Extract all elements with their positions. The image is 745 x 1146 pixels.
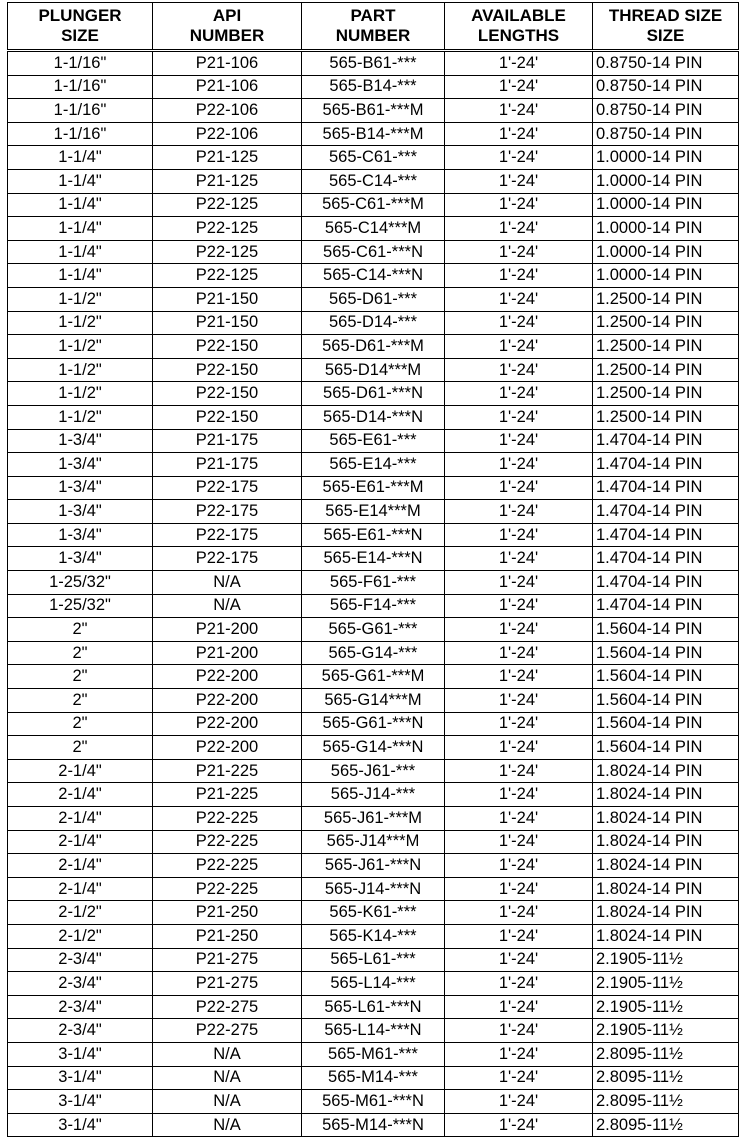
table-row <box>8 240 739 264</box>
part-number-cell: 565-C61-*** <box>302 146 445 170</box>
available-lengths-cell: 1'-24' <box>445 335 593 359</box>
plunger-size-cell: 2-1/4" <box>8 830 153 854</box>
table-row <box>8 146 739 170</box>
thread-size-cell: 1.2500-14 PIN <box>593 335 739 359</box>
plunger-size-cell: 1-1/2" <box>8 335 153 359</box>
available-lengths-cell: 1'-24' <box>445 358 593 382</box>
api-number-cell: P21-125 <box>153 146 302 170</box>
thread-size-cell: 1.5604-14 PIN <box>593 712 739 736</box>
thread-size-cell: 1.8024-14 PIN <box>593 901 739 925</box>
table-row <box>8 830 739 854</box>
plunger-size-cell: 3-1/4" <box>8 1090 153 1114</box>
table-row <box>8 736 739 760</box>
part-number-cell: 565-E61-***N <box>302 523 445 547</box>
plunger-size-cell: 2-1/4" <box>8 854 153 878</box>
table-row <box>8 807 739 831</box>
table-row <box>8 99 739 123</box>
table-row <box>8 1090 739 1114</box>
thread-size-cell: 1.4704-14 PIN <box>593 453 739 477</box>
plunger-size-cell: 3-1/4" <box>8 1113 153 1137</box>
part-number-cell: 565-E14-***N <box>302 547 445 571</box>
available-lengths-cell: 1'-24' <box>445 193 593 217</box>
header-line: LENGTHS <box>477 26 560 45</box>
plunger-size-cell: 1-3/4" <box>8 429 153 453</box>
thread-size-cell: 1.2500-14 PIN <box>593 382 739 406</box>
available-lengths-cell: 1'-24' <box>445 523 593 547</box>
available-lengths-cell: 1'-24' <box>445 122 593 146</box>
table-row <box>8 382 739 406</box>
api-number-cell: P22-150 <box>153 358 302 382</box>
part-number-cell: 565-L61-*** <box>302 948 445 972</box>
table-row <box>8 358 739 382</box>
table-row <box>8 689 739 713</box>
part-number-cell: 565-C61-***N <box>302 240 445 264</box>
thread-size-cell: 1.8024-14 PIN <box>593 877 739 901</box>
header-line: PLUNGER <box>38 6 122 25</box>
api-number-cell: P22-225 <box>153 854 302 878</box>
table-row <box>8 311 739 335</box>
api-number-cell: P22-125 <box>153 240 302 264</box>
header-line: NUMBER <box>335 26 411 45</box>
plunger-size-cell: 1-1/16" <box>8 75 153 99</box>
part-number-cell: 565-K14-*** <box>302 924 445 948</box>
thread-size-cell: 1.8024-14 PIN <box>593 807 739 831</box>
plunger-size-cell: 2" <box>8 689 153 713</box>
api-number-cell: P21-106 <box>153 75 302 99</box>
table-row <box>8 901 739 925</box>
plunger-size-cell: 2-1/2" <box>8 924 153 948</box>
table-row <box>8 972 739 996</box>
part-number-cell: 565-E14-*** <box>302 453 445 477</box>
plunger-size-cell: 2-1/4" <box>8 807 153 831</box>
thread-size-cell: 1.0000-14 PIN <box>593 146 739 170</box>
available-lengths-cell: 1'-24' <box>445 689 593 713</box>
header-available-lengths <box>445 3 593 51</box>
api-number-cell: P22-125 <box>153 217 302 241</box>
table-row <box>8 217 739 241</box>
plunger-size-cell: 3-1/4" <box>8 1066 153 1090</box>
table-header <box>8 3 739 51</box>
api-number-cell: P22-106 <box>153 99 302 123</box>
available-lengths-cell: 1'-24' <box>445 99 593 123</box>
table-row <box>8 641 739 665</box>
part-number-cell: 565-L61-***N <box>302 995 445 1019</box>
table-row <box>8 924 739 948</box>
plunger-size-cell: 2-3/4" <box>8 972 153 996</box>
table-row <box>8 287 739 311</box>
api-number-cell: P21-150 <box>153 287 302 311</box>
available-lengths-cell: 1'-24' <box>445 783 593 807</box>
table-row <box>8 877 739 901</box>
available-lengths-cell: 1'-24' <box>445 146 593 170</box>
table-row <box>8 1066 739 1090</box>
plunger-size-cell: 1-1/4" <box>8 217 153 241</box>
plunger-size-cell: 2" <box>8 618 153 642</box>
plunger-size-cell: 2" <box>8 641 153 665</box>
thread-size-cell: 1.4704-14 PIN <box>593 571 739 595</box>
api-number-cell: P21-150 <box>153 311 302 335</box>
part-number-cell: 565-K61-*** <box>302 901 445 925</box>
available-lengths-cell: 1'-24' <box>445 240 593 264</box>
table-row <box>8 453 739 477</box>
plunger-size-cell: 1-1/2" <box>8 405 153 429</box>
thread-size-cell: 1.5604-14 PIN <box>593 618 739 642</box>
api-number-cell: P21-175 <box>153 429 302 453</box>
thread-size-cell: 1.8024-14 PIN <box>593 830 739 854</box>
available-lengths-cell: 1'-24' <box>445 1042 593 1066</box>
thread-size-cell: 1.4704-14 PIN <box>593 523 739 547</box>
thread-size-cell: 1.5604-14 PIN <box>593 689 739 713</box>
part-number-cell: 565-C61-***M <box>302 193 445 217</box>
part-number-cell: 565-M61-*** <box>302 1042 445 1066</box>
available-lengths-cell: 1'-24' <box>445 712 593 736</box>
api-number-cell: P21-250 <box>153 924 302 948</box>
table-row <box>8 523 739 547</box>
part-number-cell: 565-M14-***N <box>302 1113 445 1137</box>
available-lengths-cell: 1'-24' <box>445 453 593 477</box>
api-number-cell: P21-275 <box>153 972 302 996</box>
thread-size-cell: 1.2500-14 PIN <box>593 311 739 335</box>
api-number-cell: N/A <box>153 594 302 618</box>
plunger-size-cell: 1-1/4" <box>8 264 153 288</box>
table-row <box>8 712 739 736</box>
part-number-cell: 565-D14-***N <box>302 405 445 429</box>
available-lengths-cell: 1'-24' <box>445 948 593 972</box>
plunger-size-cell: 2-3/4" <box>8 995 153 1019</box>
api-number-cell: N/A <box>153 1090 302 1114</box>
api-number-cell: P22-225 <box>153 807 302 831</box>
part-number-cell: 565-C14-*** <box>302 169 445 193</box>
thread-size-cell: 1.0000-14 PIN <box>593 169 739 193</box>
available-lengths-cell: 1'-24' <box>445 311 593 335</box>
part-number-cell: 565-L14-***N <box>302 1019 445 1043</box>
table-row <box>8 995 739 1019</box>
part-number-cell: 565-J61-***N <box>302 854 445 878</box>
thread-size-cell: 1.8024-14 PIN <box>593 854 739 878</box>
table-row <box>8 193 739 217</box>
plunger-size-cell: 1-1/4" <box>8 146 153 170</box>
table-row <box>8 759 739 783</box>
part-number-cell: 565-M61-***N <box>302 1090 445 1114</box>
table-row <box>8 1019 739 1043</box>
table-row <box>8 571 739 595</box>
part-number-cell: 565-G61-***N <box>302 712 445 736</box>
thread-size-cell: 1.0000-14 PIN <box>593 240 739 264</box>
available-lengths-cell: 1'-24' <box>445 1090 593 1114</box>
thread-size-cell: 0.8750-14 PIN <box>593 75 739 99</box>
part-number-cell: 565-D61-***N <box>302 382 445 406</box>
part-number-cell: 565-D14***M <box>302 358 445 382</box>
plunger-size-cell: 1-3/4" <box>8 500 153 524</box>
plunger-size-cell: 1-1/16" <box>8 51 153 76</box>
api-number-cell: P22-150 <box>153 335 302 359</box>
plunger-size-cell: 2-1/4" <box>8 783 153 807</box>
api-number-cell: P21-200 <box>153 618 302 642</box>
part-number-cell: 565-B14-***M <box>302 122 445 146</box>
part-number-cell: 565-G14***M <box>302 689 445 713</box>
table-row <box>8 429 739 453</box>
available-lengths-cell: 1'-24' <box>445 854 593 878</box>
plunger-size-cell: 1-1/2" <box>8 382 153 406</box>
api-number-cell: N/A <box>153 1113 302 1137</box>
header-line: PART <box>350 6 396 25</box>
plunger-size-cell: 2-1/4" <box>8 759 153 783</box>
thread-size-cell: 1.5604-14 PIN <box>593 736 739 760</box>
plunger-size-cell: 1-25/32" <box>8 594 153 618</box>
header-line: AVAILABLE <box>471 6 566 25</box>
part-number-cell: 565-J14-***N <box>302 877 445 901</box>
thread-size-cell: 2.1905-11½ <box>593 1019 739 1043</box>
plunger-size-cell: 2-3/4" <box>8 948 153 972</box>
thread-size-cell: 1.2500-14 PIN <box>593 287 739 311</box>
available-lengths-cell: 1'-24' <box>445 736 593 760</box>
api-number-cell: P22-200 <box>153 712 302 736</box>
plunger-size-cell: 1-1/4" <box>8 193 153 217</box>
plunger-size-cell: 1-1/4" <box>8 240 153 264</box>
api-number-cell: P22-175 <box>153 476 302 500</box>
table-row <box>8 783 739 807</box>
plunger-size-cell: 2-1/4" <box>8 877 153 901</box>
available-lengths-cell: 1'-24' <box>445 217 593 241</box>
available-lengths-cell: 1'-24' <box>445 500 593 524</box>
header-thread-size <box>593 3 739 51</box>
table-row <box>8 948 739 972</box>
thread-size-cell: 1.4704-14 PIN <box>593 500 739 524</box>
thread-size-cell: 1.5604-14 PIN <box>593 641 739 665</box>
table-row <box>8 405 739 429</box>
plunger-size-cell: 2" <box>8 712 153 736</box>
table-row <box>8 618 739 642</box>
api-number-cell: P22-125 <box>153 264 302 288</box>
part-number-cell: 565-D14-*** <box>302 311 445 335</box>
part-number-cell: 565-B14-*** <box>302 75 445 99</box>
header-line: API <box>212 6 242 25</box>
header-api-number <box>153 3 302 51</box>
plunger-size-cell: 1-1/4" <box>8 169 153 193</box>
part-number-cell: 565-J61-***M <box>302 807 445 831</box>
available-lengths-cell: 1'-24' <box>445 665 593 689</box>
available-lengths-cell: 1'-24' <box>445 429 593 453</box>
thread-size-cell: 0.8750-14 PIN <box>593 122 739 146</box>
plunger-size-cell: 1-1/2" <box>8 311 153 335</box>
api-number-cell: P21-106 <box>153 51 302 76</box>
part-number-cell: 565-M14-*** <box>302 1066 445 1090</box>
available-lengths-cell: 1'-24' <box>445 264 593 288</box>
api-number-cell: P21-250 <box>153 901 302 925</box>
header-row <box>8 3 739 51</box>
api-number-cell: P21-225 <box>153 759 302 783</box>
plunger-size-cell: 1-3/4" <box>8 547 153 571</box>
api-number-cell: P22-200 <box>153 736 302 760</box>
part-number-cell: 565-B61-*** <box>302 51 445 76</box>
table-row <box>8 476 739 500</box>
thread-size-cell: 2.1905-11½ <box>593 948 739 972</box>
table-row <box>8 335 739 359</box>
thread-size-cell: 1.4704-14 PIN <box>593 476 739 500</box>
api-number-cell: N/A <box>153 1042 302 1066</box>
header-part-number <box>302 3 445 51</box>
table-row <box>8 547 739 571</box>
available-lengths-cell: 1'-24' <box>445 75 593 99</box>
plunger-size-cell: 1-1/16" <box>8 122 153 146</box>
thread-size-cell: 1.0000-14 PIN <box>593 264 739 288</box>
table-row <box>8 665 739 689</box>
api-number-cell: P21-175 <box>153 453 302 477</box>
thread-size-cell: 1.0000-14 PIN <box>593 217 739 241</box>
plunger-size-cell: 1-3/4" <box>8 476 153 500</box>
part-number-cell: 565-E61-***M <box>302 476 445 500</box>
available-lengths-cell: 1'-24' <box>445 1019 593 1043</box>
api-number-cell: P22-125 <box>153 193 302 217</box>
part-number-cell: 565-J14-*** <box>302 783 445 807</box>
thread-size-cell: 2.8095-11½ <box>593 1090 739 1114</box>
table-row <box>8 122 739 146</box>
available-lengths-cell: 1'-24' <box>445 830 593 854</box>
available-lengths-cell: 1'-24' <box>445 877 593 901</box>
plunger-spec-table <box>7 2 739 1137</box>
plunger-size-cell: 1-3/4" <box>8 523 153 547</box>
plunger-size-cell: 1-1/2" <box>8 287 153 311</box>
api-number-cell: P22-200 <box>153 665 302 689</box>
available-lengths-cell: 1'-24' <box>445 807 593 831</box>
available-lengths-cell: 1'-24' <box>445 547 593 571</box>
api-number-cell: N/A <box>153 1066 302 1090</box>
thread-size-cell: 1.8024-14 PIN <box>593 783 739 807</box>
table-row <box>8 264 739 288</box>
plunger-size-cell: 2" <box>8 665 153 689</box>
header-line: SIZE <box>61 26 99 45</box>
plunger-size-cell: 2-3/4" <box>8 1019 153 1043</box>
thread-size-cell: 1.2500-14 PIN <box>593 405 739 429</box>
api-number-cell: P22-225 <box>153 877 302 901</box>
part-number-cell: 565-G14-*** <box>302 641 445 665</box>
available-lengths-cell: 1'-24' <box>445 618 593 642</box>
thread-size-cell: 2.1905-11½ <box>593 995 739 1019</box>
available-lengths-cell: 1'-24' <box>445 51 593 76</box>
available-lengths-cell: 1'-24' <box>445 405 593 429</box>
api-number-cell: P21-275 <box>153 948 302 972</box>
available-lengths-cell: 1'-24' <box>445 995 593 1019</box>
plunger-size-cell: 1-3/4" <box>8 453 153 477</box>
plunger-size-cell: 1-1/2" <box>8 358 153 382</box>
part-number-cell: 565-L14-*** <box>302 972 445 996</box>
table-row <box>8 854 739 878</box>
thread-size-cell: 1.4704-14 PIN <box>593 429 739 453</box>
available-lengths-cell: 1'-24' <box>445 287 593 311</box>
available-lengths-cell: 1'-24' <box>445 641 593 665</box>
api-number-cell: P22-175 <box>153 523 302 547</box>
thread-size-cell: 0.8750-14 PIN <box>593 51 739 76</box>
plunger-size-cell: 2" <box>8 736 153 760</box>
thread-size-cell: 2.8095-11½ <box>593 1042 739 1066</box>
part-number-cell: 565-C14***M <box>302 217 445 241</box>
part-number-cell: 565-G61-***M <box>302 665 445 689</box>
table-row <box>8 1113 739 1137</box>
api-number-cell: P22-150 <box>153 405 302 429</box>
plunger-size-cell: 3-1/4" <box>8 1042 153 1066</box>
thread-size-cell: 1.2500-14 PIN <box>593 358 739 382</box>
table-body <box>8 51 739 1137</box>
available-lengths-cell: 1'-24' <box>445 594 593 618</box>
available-lengths-cell: 1'-24' <box>445 476 593 500</box>
available-lengths-cell: 1'-24' <box>445 972 593 996</box>
plunger-size-cell: 2-1/2" <box>8 901 153 925</box>
part-number-cell: 565-J61-*** <box>302 759 445 783</box>
part-number-cell: 565-F14-*** <box>302 594 445 618</box>
part-number-cell: 565-G61-*** <box>302 618 445 642</box>
part-number-cell: 565-F61-*** <box>302 571 445 595</box>
available-lengths-cell: 1'-24' <box>445 924 593 948</box>
plunger-size-cell: 1-25/32" <box>8 571 153 595</box>
api-number-cell: P22-175 <box>153 547 302 571</box>
api-number-cell: P22-275 <box>153 1019 302 1043</box>
api-number-cell: P21-200 <box>153 641 302 665</box>
api-number-cell: P22-275 <box>153 995 302 1019</box>
thread-size-cell: 1.4704-14 PIN <box>593 547 739 571</box>
plunger-spec-table-container <box>7 2 738 1137</box>
part-number-cell: 565-E61-*** <box>302 429 445 453</box>
thread-size-cell: 2.8095-11½ <box>593 1066 739 1090</box>
thread-size-cell: 1.8024-14 PIN <box>593 924 739 948</box>
api-number-cell: P21-125 <box>153 169 302 193</box>
api-number-cell: N/A <box>153 571 302 595</box>
part-number-cell: 565-E14***M <box>302 500 445 524</box>
available-lengths-cell: 1'-24' <box>445 169 593 193</box>
available-lengths-cell: 1'-24' <box>445 901 593 925</box>
available-lengths-cell: 1'-24' <box>445 759 593 783</box>
available-lengths-cell: 1'-24' <box>445 571 593 595</box>
part-number-cell: 565-J14***M <box>302 830 445 854</box>
table-row <box>8 51 739 76</box>
part-number-cell: 565-C14-***N <box>302 264 445 288</box>
thread-size-cell: 2.1905-11½ <box>593 972 739 996</box>
part-number-cell: 565-D61-***M <box>302 335 445 359</box>
table-row <box>8 169 739 193</box>
api-number-cell: P22-106 <box>153 122 302 146</box>
thread-size-cell: 0.8750-14 PIN <box>593 99 739 123</box>
table-row <box>8 1042 739 1066</box>
part-number-cell: 565-D61-*** <box>302 287 445 311</box>
available-lengths-cell: 1'-24' <box>445 382 593 406</box>
api-number-cell: P22-175 <box>153 500 302 524</box>
part-number-cell: 565-B61-***M <box>302 99 445 123</box>
thread-size-cell: 1.0000-14 PIN <box>593 193 739 217</box>
thread-size-cell: 1.5604-14 PIN <box>593 665 739 689</box>
header-line: NUMBER <box>189 26 265 45</box>
api-number-cell: P21-225 <box>153 783 302 807</box>
thread-size-cell: 2.8095-11½ <box>593 1113 739 1137</box>
available-lengths-cell: 1'-24' <box>445 1113 593 1137</box>
api-number-cell: P22-200 <box>153 689 302 713</box>
available-lengths-cell: 1'-24' <box>445 1066 593 1090</box>
table-row <box>8 75 739 99</box>
thread-size-cell: 1.8024-14 PIN <box>593 759 739 783</box>
table-row <box>8 594 739 618</box>
plunger-size-cell: 1-1/16" <box>8 99 153 123</box>
header-plunger-size <box>8 3 153 51</box>
header-line: THREAD SIZE <box>608 6 723 25</box>
table-row <box>8 500 739 524</box>
api-number-cell: P22-225 <box>153 830 302 854</box>
thread-size-cell: 1.4704-14 PIN <box>593 594 739 618</box>
part-number-cell: 565-G14-***N <box>302 736 445 760</box>
api-number-cell: P22-150 <box>153 382 302 406</box>
header-line: SIZE <box>646 26 685 45</box>
